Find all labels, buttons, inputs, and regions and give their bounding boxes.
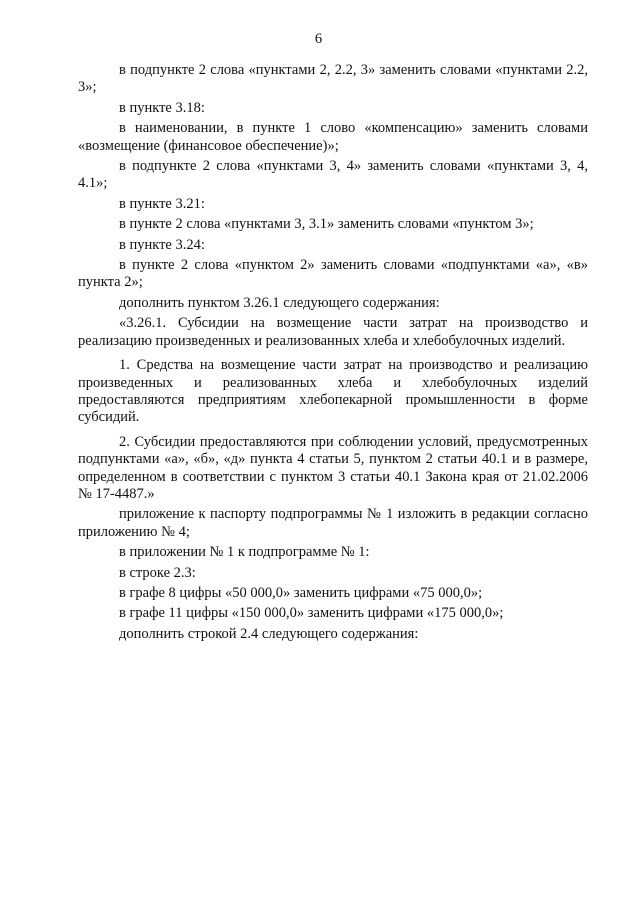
paragraph-6: в пункте 2 слова «пунктами 3, 3.1» заменить словами «пунктом 3»; [119,216,534,233]
document-body [78,62,588,643]
paragraph-9: дополнить пунктом 3.26.1 следующего содержания: [119,294,440,311]
paragraph-11: 1. Средства на возмещение части затрат на производство и реализацию произведенных и реализованных хлеба и хлебобулочных изделий предоставляются предприятиям хлебопекарной промышленности в форме субсидий. [78,357,588,426]
paragraph-13: приложение к паспорту подпрограммы № 1 изложить в редакции согласно приложению № 4; [78,506,588,540]
paragraph-8: в пункте 2 слова «пунктом 2» заменить словами «подпунктами «а», «в» пункта 2»; [78,257,588,291]
paragraph-2: в пункте 3.18: [119,99,205,116]
paragraph-12: 2. Субсидии предоставляются при соблюдении условий, предусмотренных подпунктами «а», «б», «д» пункта 4 статьи 5, пунктом 2 статьи 40.1 и в размере, определенном в соответствии с пунктом 3 статьи 40.1 Закона края от 21.02.2006 № 17-4487.» [78,433,588,502]
paragraph-10: «3.26.1. Субсидии на возмещение части затрат на производство и реализацию произведенных и реализованных хлеба и хлебобулочных изделий. [78,315,588,349]
page-number: 6 [314,31,323,47]
paragraph-17: в графе 11 цифры «150 000,0» заменить цифрами «175 000,0»; [119,605,504,622]
paragraph-5: в пункте 3.21: [119,195,205,212]
paragraph-3: в наименовании, в пункте 1 слово «компенсацию» заменить словами «возмещение (финансовое обеспечение)»; [78,120,588,154]
paragraph-7: в пункте 3.24: [119,236,205,253]
paragraph-16: в графе 8 цифры «50 000,0» заменить цифрами «75 000,0»; [119,584,483,601]
paragraph-4: в подпункте 2 слова «пунктами 3, 4» заменить словами «пунктами 3, 4, 4.1»; [78,158,588,192]
paragraph-14: в приложении № 1 к подпрограмме № 1: [119,544,370,561]
paragraph-18: дополнить строкой 2.4 следующего содержания: [119,625,419,642]
paragraph-1: в подпункте 2 слова «пунктами 2, 2.2, 3» заменить словами «пунктами 2.2, 3»; [78,62,588,96]
paragraph-15: в строке 2.3: [119,564,196,581]
